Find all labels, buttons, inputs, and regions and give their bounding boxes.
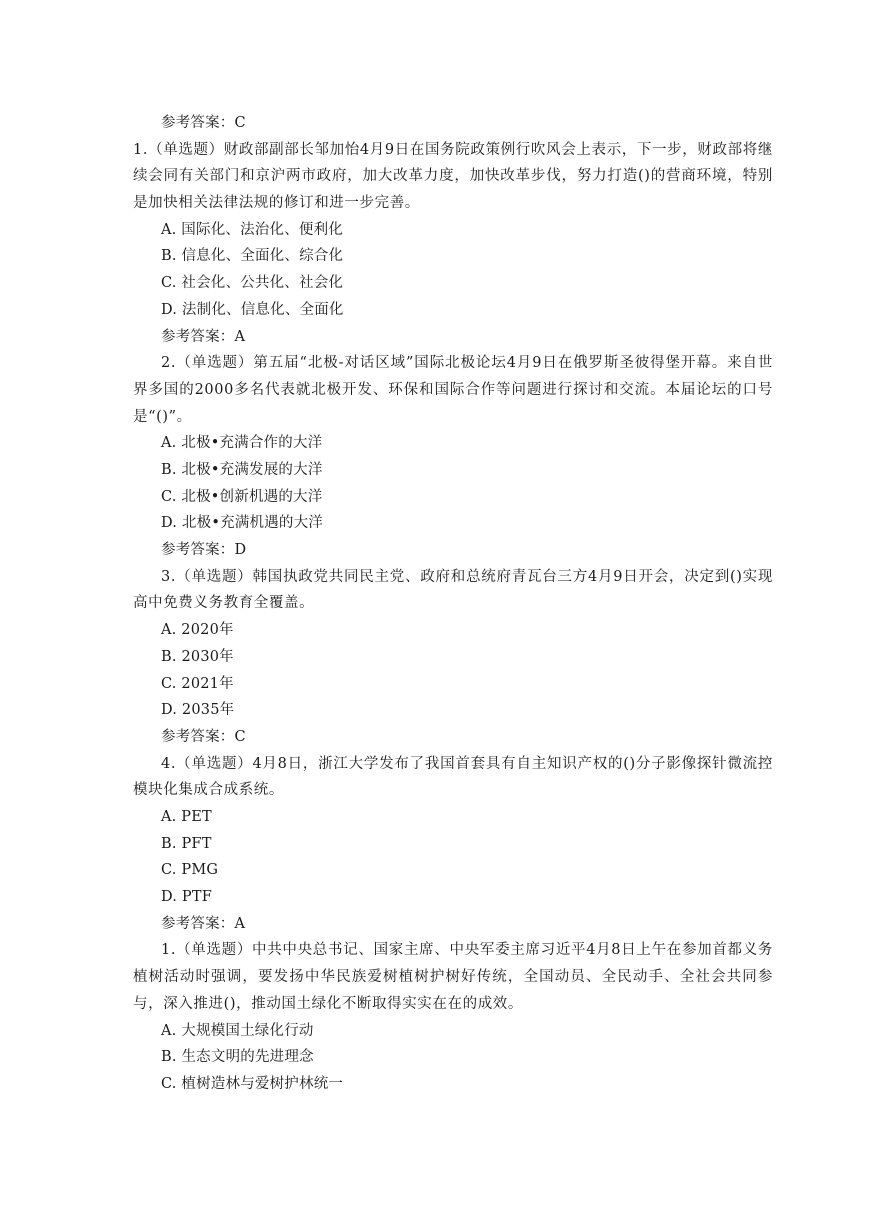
reference-answer: 参考答案：A [161, 915, 246, 932]
answer-option: A. 国际化、法治化、便利化 [161, 221, 343, 238]
document-content [133, 110, 773, 1098]
answer-option: A. 2020年 [161, 622, 234, 639]
answer-option: D. 北极•充满机遇的大洋 [161, 515, 323, 532]
answer-option: D. 法制化、信息化、全面化 [161, 301, 344, 318]
answer-option: B. PFT [161, 835, 212, 852]
answer-option: D. 2035年 [161, 702, 235, 719]
answer-option: A. 北极•充满合作的大洋 [161, 435, 323, 452]
question-text: 1.（单选题）中共中央总书记、国家主席、中央军委主席习近平4月8日上午在参加首都义务植树活动时强调，要发扬中华民族爱树植树护树好传统，全国动员、全民动手、全社会共同参与，深入推进()，推动国土绿化不断取得实实在在的成效。 [133, 942, 773, 1012]
question-text: 3.（单选题）韩国执政党共同民主党、政府和总统府青瓦台三方4月9日开会，决定到()实现高中免费义务教育全覆盖。 [133, 568, 773, 612]
answer-option: B. 2030年 [161, 648, 234, 665]
answer-option: D. PTF [161, 889, 213, 906]
answer-option: A. PET [161, 809, 212, 826]
answer-option: C. PMG [161, 862, 219, 879]
answer-option: C. 社会化、公共化、社会化 [161, 275, 344, 292]
reference-answer: 参考答案：D [161, 542, 247, 559]
answer-option: B. 北极•充满发展的大洋 [161, 462, 323, 479]
answer-option: B. 生态文明的先进理念 [161, 1049, 314, 1066]
answer-option: C. 植树造林与爱树护林统一 [161, 1075, 344, 1092]
answer-option: B. 信息化、全面化、综合化 [161, 248, 344, 265]
answer-option: C. 2021年 [161, 675, 234, 692]
reference-answer: 参考答案：C [161, 115, 246, 131]
answer-option: C. 北极•创新机遇的大洋 [161, 488, 323, 505]
question-text: 1.（单选题）财政部副部长邹加怡4月9日在国务院政策例行吹风会上表示，下一步，财政部将继续会同有关部门和京沪两市政府，加大改革力度，加快改革步伐，努力打造()的营商环境，特别是加快相关法律法规的修订和进一步完善。 [133, 141, 773, 212]
reference-answer: 参考答案：A [161, 328, 246, 345]
reference-answer: 参考答案：C [161, 728, 246, 745]
answer-option: A. 大规模国土绿化行动 [161, 1022, 314, 1039]
question-text: 2.（单选题）第五届“北极-对话区域”国际北极论坛4月9日在俄罗斯圣彼得堡开幕。来自世界多国的2000多名代表就北极开发、环保和国际合作等问题进行探讨和交流。本届论坛的口号是“()”。 [133, 355, 773, 425]
question-text: 4.（单选题）4月8日，浙江大学发布了我国首套具有自主知识产权的()分子影像探针微流控模块化集成合成系统。 [133, 755, 773, 799]
